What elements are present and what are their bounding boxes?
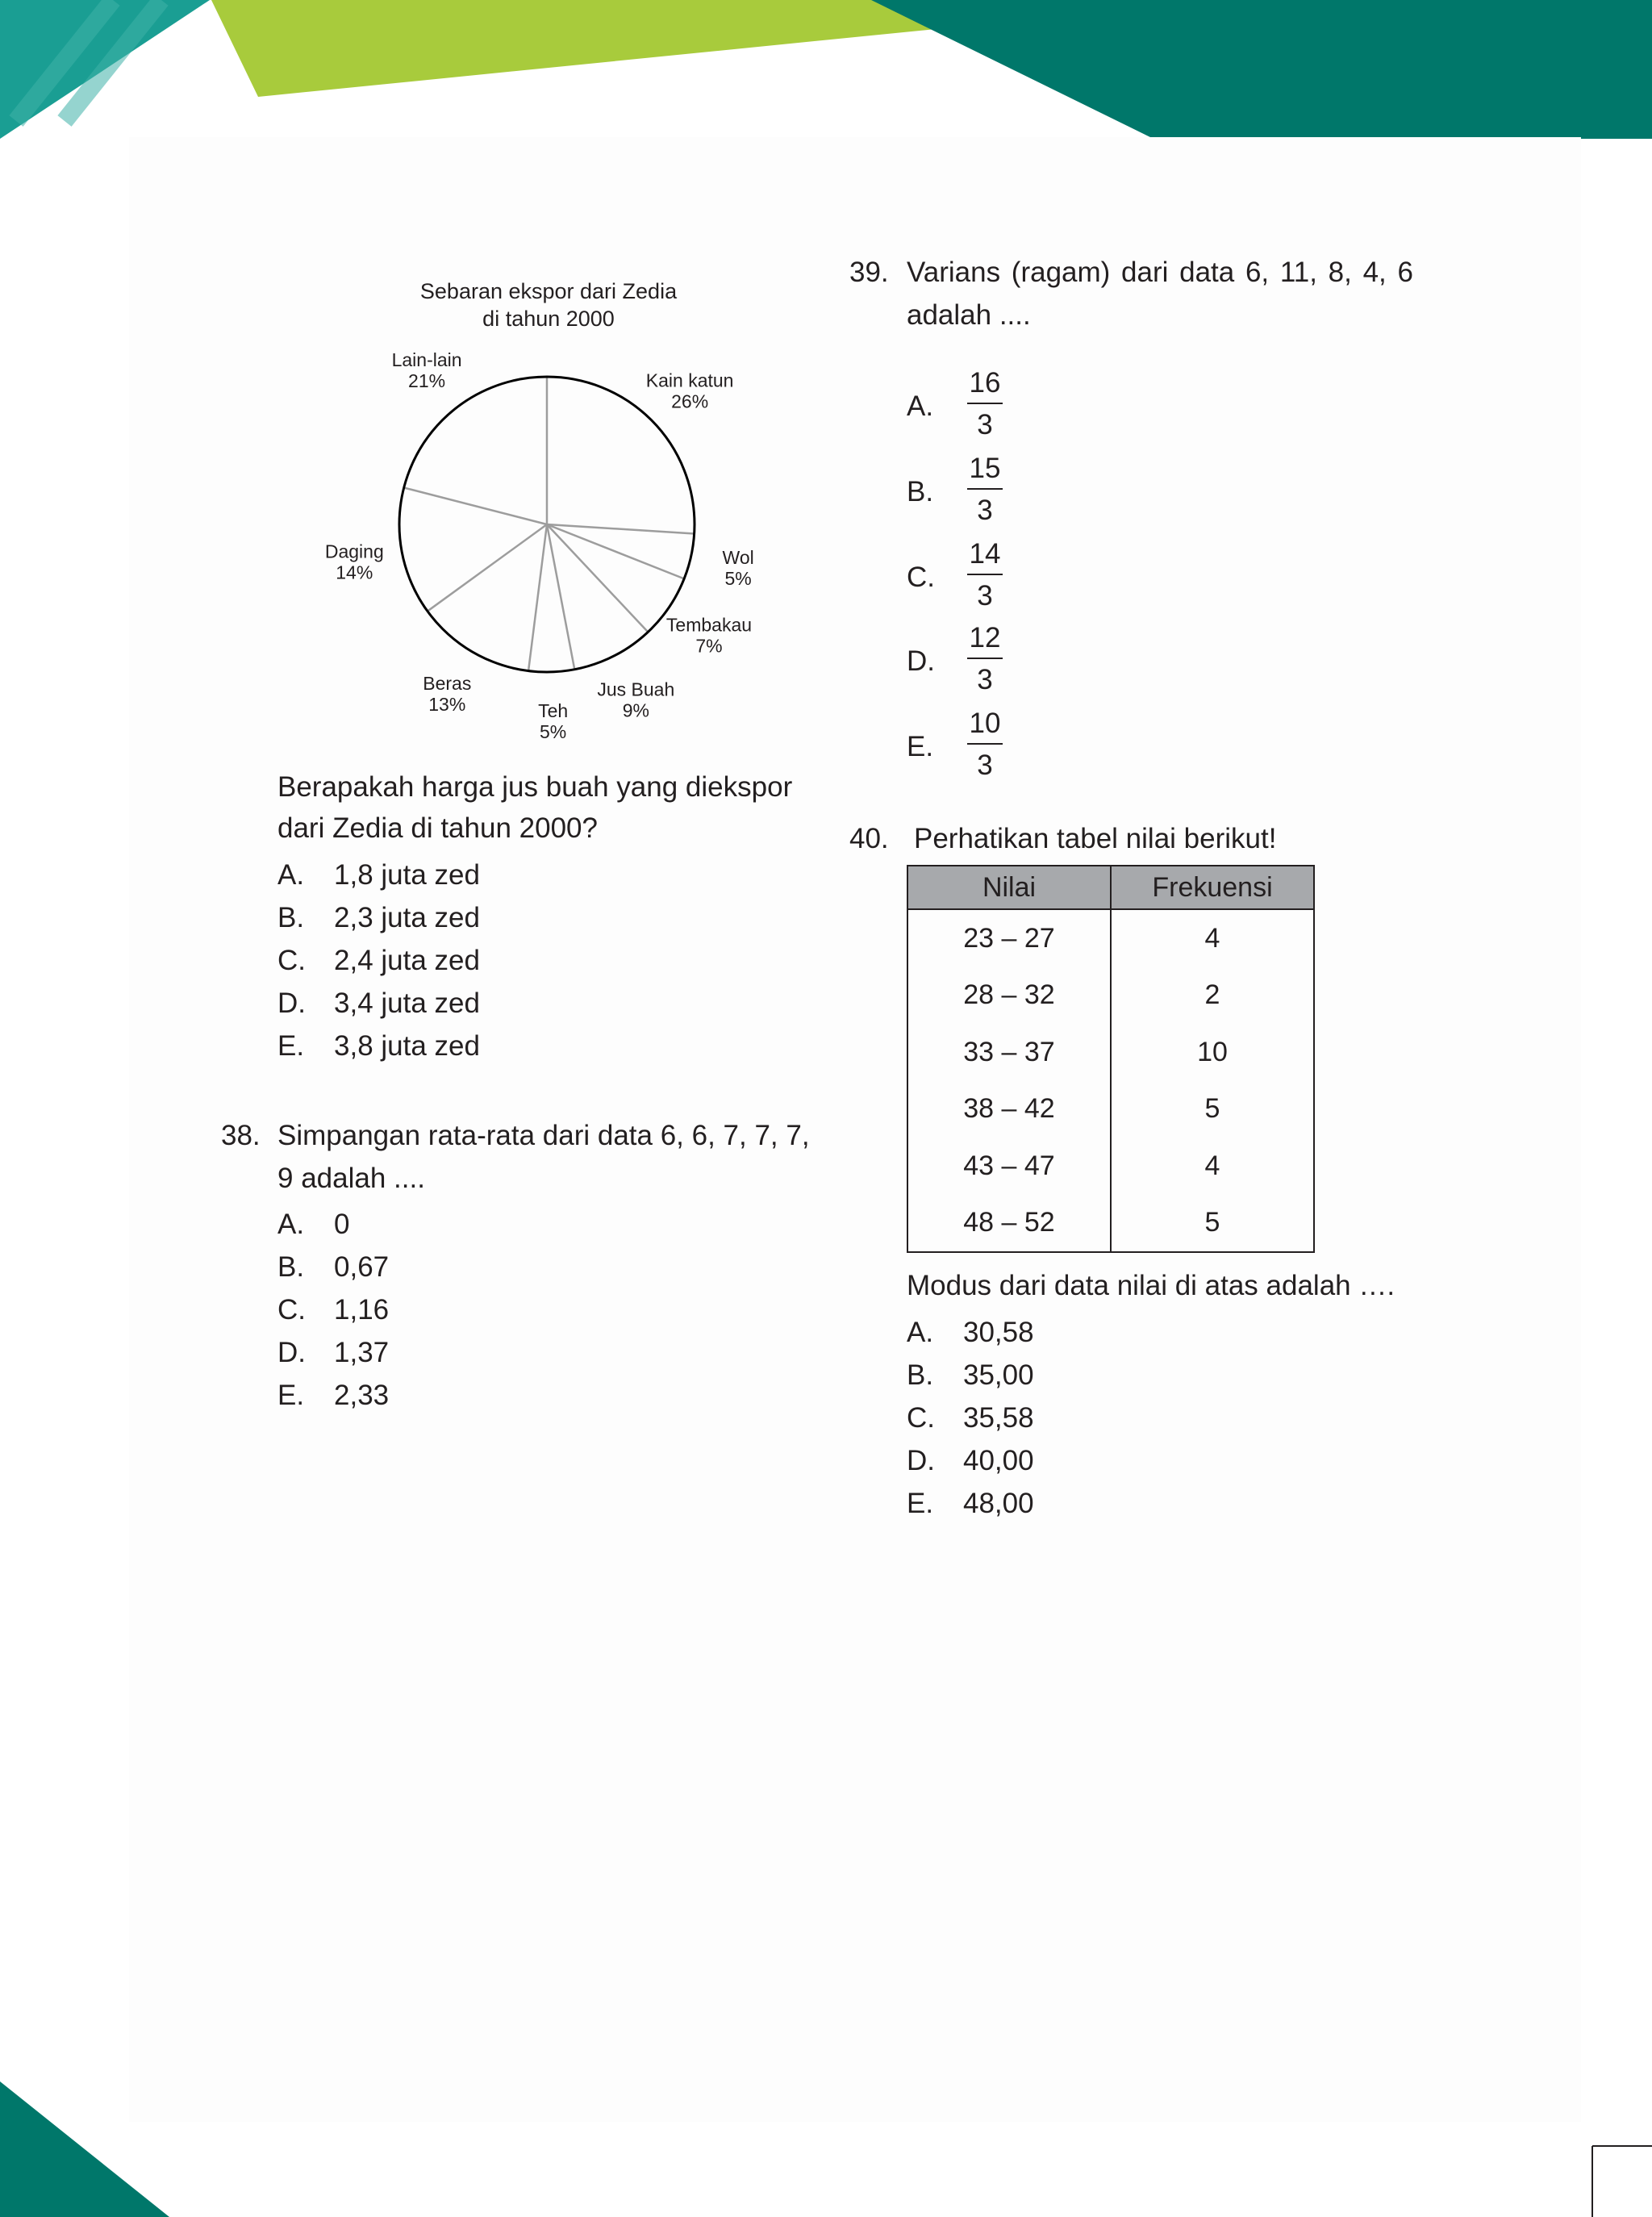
q38-option-letter: E. [277, 1380, 305, 1411]
q38-question-line2: 9 adalah .... [277, 1163, 425, 1194]
cell-frekuensi: 5 [1111, 1195, 1314, 1253]
fraction-denominator: 3 [977, 409, 993, 440]
q40-option-text: 48,00 [963, 1488, 1034, 1519]
q39-option-letter: E. [907, 731, 934, 762]
q40-option-letter: D. [907, 1445, 935, 1476]
fraction-bar [967, 574, 1003, 575]
cell-frekuensi: 4 [1111, 909, 1314, 967]
q38-number: 38. [221, 1120, 261, 1151]
fraction-numerator: 10 [969, 708, 1001, 739]
pie-category-label: Lain-lain [391, 349, 462, 370]
cell-nilai: 28 – 32 [907, 967, 1111, 1025]
q38-option-text: 1,37 [334, 1337, 390, 1368]
q39-option-letter: A. [907, 390, 934, 422]
pie-category-label: Beras [423, 673, 472, 695]
fraction-bar [967, 488, 1003, 490]
pie-slice-divider [547, 524, 574, 670]
pie-value-label: 13% [428, 694, 466, 716]
fraction-numerator: 12 [969, 622, 1001, 653]
pie-labels [325, 349, 754, 742]
q38-option-text: 1,16 [334, 1294, 390, 1326]
q39-option-letter: B. [907, 476, 934, 507]
pie-value-label: 9% [622, 699, 649, 721]
q39-question-line1: Varians (ragam) dari data 6, 11, 8, 4, 6 [907, 257, 1413, 288]
frequency-table [907, 865, 1315, 1253]
q38-option-letter: D. [277, 1337, 306, 1368]
cell-nilai: 33 – 37 [907, 1024, 1111, 1081]
fraction-denominator: 3 [977, 749, 993, 781]
q40-option-letter: C. [907, 1402, 935, 1434]
q39-fraction [967, 538, 1003, 612]
fraction-numerator: 16 [969, 367, 1001, 399]
chart-title: Sebaran ekspor dari Zedia [419, 279, 678, 303]
q40-prompt: Modus dari data nilai di atas adalah …. [907, 1270, 1395, 1301]
pie-category-label: Jus Buah [597, 678, 675, 700]
q38-option-text: 2,33 [334, 1380, 390, 1411]
q40-option-letter: A. [907, 1317, 934, 1348]
q37-option-text: 1,8 juta zed [334, 859, 480, 891]
fraction-numerator: 15 [969, 453, 1001, 484]
q37-option-letter: D. [277, 987, 306, 1019]
fraction-numerator: 14 [969, 538, 1001, 570]
q37-option-text: 3,4 juta zed [334, 987, 480, 1019]
table-row [907, 967, 1314, 1025]
pie-category-label: Tembakau [665, 614, 753, 636]
q39-fraction [967, 453, 1003, 527]
q40-option-text: 40,00 [963, 1445, 1034, 1476]
q40-option-letter: B. [907, 1359, 934, 1391]
q37-question-line1: Berapakah harga jus buah yang diekspor [277, 771, 793, 803]
q39-number: 39. [849, 257, 889, 288]
q37-option-letter: C. [277, 945, 306, 976]
table-row [907, 1138, 1314, 1195]
pie-slice-divider [547, 524, 648, 632]
q39-question-line2: adalah .... [907, 299, 1031, 331]
export-pie-chart [290, 258, 807, 742]
pie-value-label: 21% [408, 370, 446, 391]
pie-value-label: 7% [695, 635, 723, 657]
cell-nilai: 43 – 47 [907, 1138, 1111, 1195]
pie-category-label: Wol [722, 547, 754, 569]
q39-fraction [967, 708, 1003, 782]
q38-option-text: 0 [334, 1209, 350, 1240]
cell-nilai: 38 – 42 [907, 1081, 1111, 1138]
fraction-denominator: 3 [977, 580, 993, 612]
header-frekuensi: Frekuensi [1111, 866, 1314, 909]
q40-option-letter: E. [907, 1488, 934, 1519]
pie-value-label: 5% [540, 720, 567, 742]
cell-nilai: 23 – 27 [907, 909, 1111, 967]
q37-option-letter: E. [277, 1030, 305, 1062]
header-decoration [0, 0, 1652, 145]
pie-value-label: 5% [724, 568, 752, 590]
q37-option-text: 2,4 juta zed [334, 945, 480, 976]
fraction-denominator: 3 [977, 495, 993, 526]
q39-option-letter: C. [907, 562, 935, 593]
cell-frekuensi: 10 [1111, 1024, 1314, 1081]
pie-value-label: 14% [336, 562, 373, 583]
cell-frekuensi: 4 [1111, 1138, 1314, 1195]
q37-option-letter: A. [277, 859, 305, 891]
fraction-bar [967, 403, 1003, 404]
header-nilai: Nilai [907, 866, 1111, 909]
table-row [907, 1024, 1314, 1081]
q37-option-text: 3,8 juta zed [334, 1030, 480, 1062]
fraction-denominator: 3 [977, 664, 993, 695]
q40-option-text: 35,00 [963, 1359, 1034, 1391]
q40-option-text: 30,58 [963, 1317, 1034, 1348]
table-row [907, 1195, 1314, 1253]
cell-frekuensi: 2 [1111, 967, 1314, 1025]
q40-question: Perhatikan tabel nilai berikut! [914, 823, 1277, 854]
pie-category-label: Daging [324, 541, 384, 562]
q38-option-text: 0,67 [334, 1251, 390, 1283]
pie-category-label: Teh [538, 699, 569, 721]
table-row [907, 1081, 1314, 1138]
q39-fraction [967, 367, 1003, 441]
q37-question-line2: dari Zedia di tahun 2000? [277, 812, 598, 844]
q37-option-text: 2,3 juta zed [334, 902, 480, 933]
q39-option-letter: D. [907, 645, 935, 677]
pie-category-label: Kain katun [645, 370, 734, 391]
q39-fraction [967, 622, 1003, 696]
q38-option-letter: C. [277, 1294, 306, 1326]
table-row [907, 909, 1314, 967]
fraction-bar [967, 658, 1003, 659]
q38-option-letter: B. [277, 1251, 305, 1283]
fraction-bar [967, 743, 1003, 745]
q38-question-line1: Simpangan rata-rata dari data 6, 6, 7, 7, 7, [277, 1120, 810, 1151]
chart-subtitle: di tahun 2000 [482, 307, 615, 331]
q40-number: 40. [849, 823, 889, 854]
pie-slice-divider [528, 524, 547, 671]
pie-slice-divider [404, 487, 547, 524]
q37-option-letter: B. [277, 902, 305, 933]
pie-slice-divider [428, 524, 547, 612]
q40-option-text: 35,58 [963, 1402, 1034, 1434]
cell-nilai: 48 – 52 [907, 1195, 1111, 1253]
q38-option-letter: A. [277, 1209, 305, 1240]
pie-value-label: 26% [671, 390, 709, 412]
cell-frekuensi: 5 [1111, 1081, 1314, 1138]
